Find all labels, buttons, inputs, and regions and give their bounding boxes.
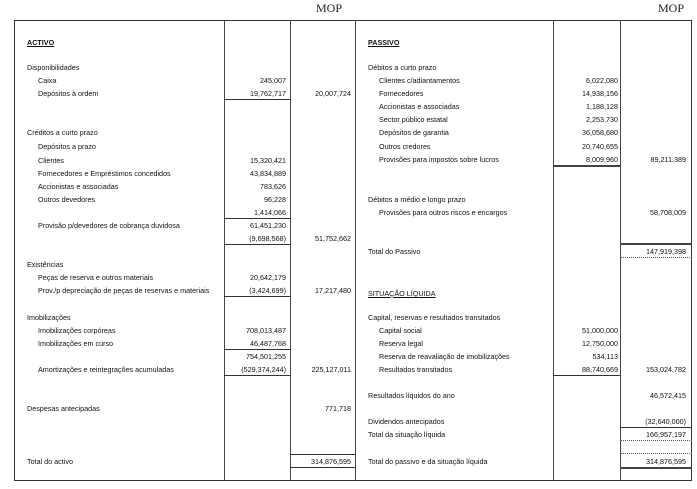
despesas-value: 771,718 (325, 404, 351, 413)
rule (620, 467, 692, 469)
currency-label-left: MOP (316, 1, 343, 15)
line-item-value: 15,320,421 (250, 156, 286, 165)
line-item-value: 245,007 (260, 76, 286, 85)
column-divider (620, 20, 621, 481)
line-item-value: 783,626 (260, 182, 286, 191)
rule (620, 243, 692, 245)
disponibilidades-total: 20,007,724 (315, 89, 351, 98)
rule (224, 375, 290, 376)
debitos-curto-total: 89,211,389 (650, 155, 686, 164)
line-item-label: Fornecedores (379, 89, 424, 98)
situacao-heading: SITUAÇÃO LÍQUIDA (368, 289, 436, 298)
rule (620, 440, 692, 441)
total-passivo-label: Total do Passivo (368, 247, 421, 256)
line-item-value: 46,487,768 (250, 339, 286, 348)
rule (224, 99, 290, 100)
line-item-value: 12,750,000 (582, 339, 618, 348)
capital-total: 153,024,782 (646, 365, 686, 374)
amortizacoes-value: (529,374,244) (241, 365, 286, 374)
activo-heading: ACTIVO (27, 38, 55, 47)
rule (290, 467, 355, 468)
total-activo-label: Total do activo (27, 457, 73, 466)
line-item-label: Caixa (38, 76, 57, 85)
line-item-value: 19,762,717 (250, 89, 286, 98)
resultados-label: Resultados líquidos do ano (368, 391, 455, 400)
rule (290, 454, 355, 455)
total-situacao-label: Total da situação líquida (368, 430, 446, 439)
line-item-label: Clientes (38, 156, 64, 165)
total-passivo-value: 147,919,398 (646, 247, 686, 256)
line-item-label: Depósitos a prazo (38, 142, 96, 151)
disponibilidades-label: Disponibilidades (27, 63, 80, 72)
line-item-value: 43,834,889 (250, 169, 286, 178)
creditos-total: 51,752,662 (315, 234, 351, 243)
creditos-subtotal: 61,451,230 (250, 221, 286, 230)
line-item-label: Imobilizações corpóreas (38, 326, 116, 335)
line-item-value: 2,253,730 (586, 115, 618, 124)
provisao-value: (9,698,568) (249, 234, 286, 243)
line-item-value: 8,009,960 (586, 155, 618, 164)
column-divider (355, 20, 356, 481)
line-item-label: Accionistas e associadas (379, 102, 460, 111)
debitos-longo-total: 58,708,009 (650, 208, 686, 217)
debitos-curto-label: Débitos a curto prazo (368, 63, 437, 72)
imobilizacoes-total: 225,127,011 (311, 365, 351, 374)
total-situacao-value: 166,957,197 (646, 430, 686, 439)
rule (620, 453, 692, 454)
line-item-label: Depósitos à ordem (38, 89, 99, 98)
line-item-label: Provisões para impostos sobre lucros (379, 155, 499, 164)
line-item-label: Clientes c/adiantamentos (379, 76, 460, 85)
existencias-label: Existências (27, 260, 64, 269)
existencias-total: 17,217,480 (315, 286, 351, 295)
line-item-value: 534,113 (592, 352, 618, 361)
line-item-label: Resultados transitados (379, 365, 453, 374)
resultados-value: 46,572,415 (650, 391, 686, 400)
line-item-value: 88,740,669 (582, 365, 618, 374)
rule (224, 244, 290, 245)
passivo-heading: PASSIVO (368, 38, 400, 47)
debitos-longo-label: Débitos a médio e longo prazo (368, 195, 466, 204)
line-item-label: Provisões para outros riscos e encargos (379, 208, 508, 217)
line-item-label: Depósitos de garantia (379, 128, 449, 137)
column-divider (224, 20, 225, 481)
rule (224, 218, 290, 219)
provisao-label: Provisão p/devedores de cobrança duvidosa (38, 221, 180, 230)
despesas-label: Despesas antecipadas (27, 404, 100, 413)
line-item-label: Outros devedores (38, 195, 96, 204)
rule (553, 375, 620, 376)
line-item-label: Capital social (379, 326, 422, 335)
line-item-value: (3,424,699) (249, 286, 286, 295)
line-item-label: Imobilizações em curso (38, 339, 114, 348)
line-item-value: 96,228 (264, 195, 286, 204)
line-item-value: 1,188,128 (586, 102, 618, 111)
column-divider (290, 20, 291, 481)
line-item-value: 36,058,680 (582, 128, 618, 137)
line-item-label: Peças de reserva e outros materiais (38, 273, 154, 282)
rule (620, 257, 692, 258)
grand-total-value: 314,876,595 (646, 457, 686, 466)
line-item-label: Prov./p depreciação de peças de reservas e materiais (38, 286, 210, 295)
rule (224, 349, 290, 350)
line-item-label: Sector público estatal (379, 115, 448, 124)
dividendos-value: (32,640,000) (645, 417, 686, 426)
line-item-value: 20,740,655 (582, 142, 618, 151)
line-item-label: Outros credores (379, 142, 431, 151)
line-item-value: 14,938,156 (582, 89, 618, 98)
capital-label: Capital, reservas e resultados transitados (368, 313, 501, 322)
imobilizacoes-label: Imobilizações (27, 313, 71, 322)
line-item-value: 51,000,000 (582, 326, 618, 335)
line-item-label: Accionistas e associadas (38, 182, 119, 191)
line-item-value: 20,642,179 (250, 273, 286, 282)
line-item-label: Fornecedores e Empréstimos concedidos (38, 169, 171, 178)
dividendos-label: Dividendos antecipados (368, 417, 445, 426)
line-item-value: 1,414,066 (254, 208, 286, 217)
rule (224, 296, 290, 297)
imobilizacoes-subtotal: 754,501,255 (246, 352, 286, 361)
grand-total-label: Total do passivo e da situação líquida (368, 457, 488, 466)
rule (620, 427, 692, 428)
line-item-value: 6,022,080 (586, 76, 618, 85)
line-item-label: Reserva de reavaliação de imobilizações (379, 352, 510, 361)
currency-label-right: MOP (658, 1, 685, 15)
column-divider (553, 20, 554, 481)
line-item-value: 708,013,487 (246, 326, 286, 335)
line-item-label: Reserva legal (379, 339, 423, 348)
total-activo-value: 314,876,595 (311, 457, 351, 466)
rule (553, 165, 620, 167)
amortizacoes-label: Amortizações e reintegrações acumuladas (38, 365, 174, 374)
creditos-label: Créditos a curto prazo (27, 128, 98, 137)
